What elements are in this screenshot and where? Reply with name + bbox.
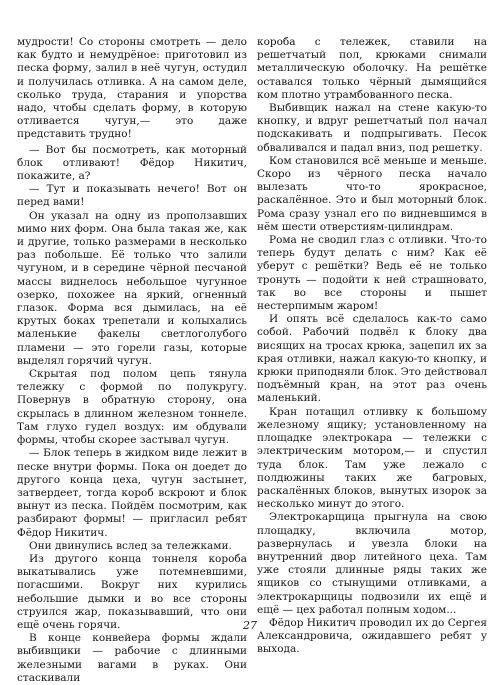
paragraph: В конце конвейера формы ждали выбивщики — рабочие с длинными железными вагами в руках. Они стаскивали xyxy=(17,632,247,684)
paragraph: Кран потащил отливку к большому железному ящику; установленному на площадке электрокара — тележки с электрическим мотором,— и спустил туда блок. Там уже лежало с полдюжины таких же багровых, раскалённых блоков, вынутых изopок за несколько минут до этого. xyxy=(257,405,487,511)
paragraph: — Блок теперь в жидком виде лежит в песке внутри формы. Пока он доедет до другого конца цеха, чугун застынет, затвердеет, тогда короб вскроют и блок вынут из песка. Пойдём посмотрим, как разбирают формы! — пригласил ребят Фёдор Никитич. xyxy=(17,447,247,539)
paragraph: Фёдор Никитич проводил их до Сергея Александровича, ожидавшего ребят у выхода. xyxy=(257,616,488,656)
paragraph: мудрости! Со стороны смотреть — дело как будто и немудрёное: приготовил из песка форму, залил в неё чугун, остудил и получилась отливка. А на самом деле, сколько труда, старания и упорства надо, чтобы сделать форму, в которую отливается чугун,— это даже представить трудно! xyxy=(17,36,247,141)
paragraph: Из другого конца тоннеля короба выкатывались уже потемневшими, погасшими. Вокруг них курились небольшие дымки и во все стороны струился жар, показывавший, что они ещё очень горячи. xyxy=(17,552,247,631)
paragraph: И опять всё сделалось как-то само собой. Рабочий подвёл к блоку два висящих на тросах крюка, зацепил их за края отливки, нажал какую-то кнопку, и крюки приподняли блок. Это действовал подъёмный кран, на этот раз очень маленький. xyxy=(257,313,487,405)
paragraph: короба с тележек, ставили на решетчатый пол, крюками снимали металлическую оболочку. На решётке оставался только чёрный дымящийся ком плотно утрамбованного песка. xyxy=(257,36,487,101)
paragraph: — Тут и показывать нечего! Вот он перед вами! xyxy=(17,183,247,209)
paragraph: Рома не сводил глаз с отливки. Что-то теперь будут делать с ним? Как её уберут с решётки? Ведь её не только тронуть — подойти к ней страшновато, так во все стороны и пышет нестерпимым жаром! xyxy=(257,234,487,313)
right-text-column xyxy=(257,36,487,657)
left-text-column xyxy=(17,36,247,685)
paragraph: Он указал на одну из проползавших мимо них форм. Она была такая же, как и другие, только размерами в несколько раз побольше. Её только что залили чугуном, и в середине чёрной песчаной массы виднелось небольшое чугунное озерко, похожее на яркий, огненный глазок. Форма вся дымилась, на её крутых боках трепетали и колыхались маленькие факелы светлоголубого пламени — это горели газы, которые выделял горячий чугун. xyxy=(17,209,247,367)
paragraph: Выбивщик нажал на стене какую-то кнопку, и вдруг решетчатый пол начал подскакивать и подпрыгивать. Песок обваливался и падал вниз, под решетку. xyxy=(257,102,487,154)
paragraph: Ком становился всё меньше и меньше. Скоро из чёрного песка начало вылезать что-то ярокрасное, раскалённое. Это и был моторный блок. Рома сразу узнал его по видневшимся в нём шести отверстиям-цилиндрам. xyxy=(257,154,487,233)
paragraph: — Вот бы посмотреть, как моторный блок отливают! Фёдор Никитич, покажите, а? xyxy=(17,143,247,183)
page-number: 27 xyxy=(243,619,257,632)
paragraph: Они двинулись вслед за тележками. xyxy=(29,539,232,552)
paragraph: Скрытая под полом цепь тянула тележку с формой по полукругу. Повернув в обратную сторону, она скрылась в длинном железном тоннеле. Там глухо гудел воздух: им обдували формы, чтобы скорее застывал чугун. xyxy=(17,368,247,447)
paragraph: Электрокарщица прыгнула на свою площадку, включила мотор, развернулась и увезла блоки на внутренний двор литейного цеха. Там уже стояли длинные ряды таких же ящиков со стынущими отливками, а электрокарщицы подвозили их ещё и ещё — цех работал полным ходом... xyxy=(257,511,487,616)
